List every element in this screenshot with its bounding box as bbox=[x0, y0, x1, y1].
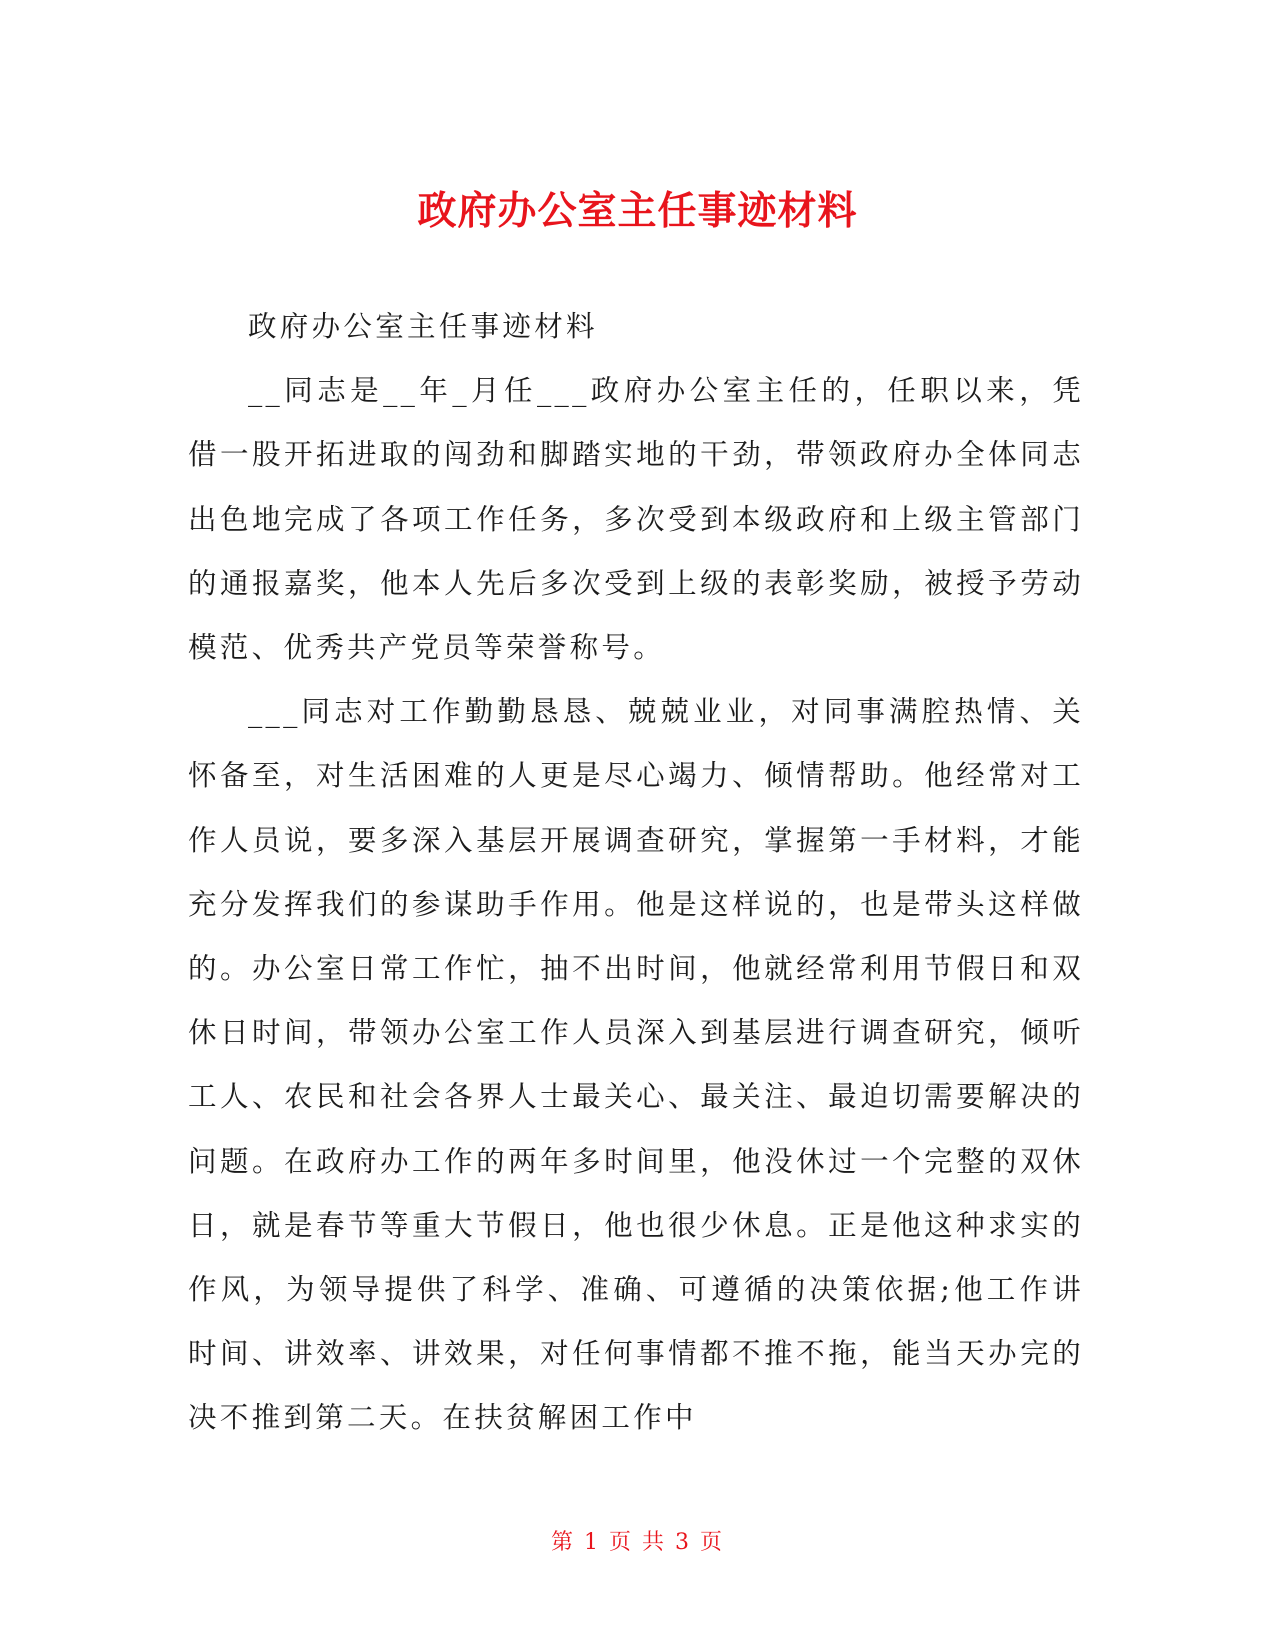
body-heading-paragraph: 政府办公室主任事迹材料 bbox=[248, 310, 598, 343]
body-paragraph: ___同志对工作勤勤恳恳、兢兢业业，对同事满腔热情、关怀备至，对生活困难的人更是尽心竭力、倾情帮助。他经常对工作人员说，要多深入基层开展调查研究，掌握第一手材料，才能充分发挥我们的参谋助手作用。他是这样说的，也是带头这样做的。办公室日常工作忙，抽不出时间，他就经常利用节假日和双休日时间，带领办公室工作人员深入到基层进行调查研究，倾听工人、农民和社会各界人士最关心、最关注、最迫切需要解决的问题。在政府办工作的两年多时间里，他没休过一个完整的双休日，就是春节等重大节假日，他也很少休息。正是他这种求实的作风，为领导提供了科学、准确、可遵循的决策依据;他工作讲时间、讲效率、讲效果，对任何事情都不推不拖，能当天办完的决不推到第二天。在扶贫解困工作中 bbox=[188, 695, 1084, 1435]
body-paragraph: __同志是__年_月任___政府办公室主任的，任职以来，凭借一股开拓进取的闯劲和脚踏实地的干劲，带领政府办全体同志出色地完成了各项工作任务，多次受到本级政府和上级主管部门的通报嘉奖，他本人先后多次受到上级的表彰奖励，被授予劳动模范、优秀共产党员等荣誉称号。 bbox=[188, 374, 1084, 665]
document-title: 政府办公室主任事迹材料 bbox=[417, 189, 858, 235]
document-body bbox=[188, 295, 1084, 1451]
page-number-footer: 第 1 页 共 3 页 bbox=[551, 1530, 724, 1555]
